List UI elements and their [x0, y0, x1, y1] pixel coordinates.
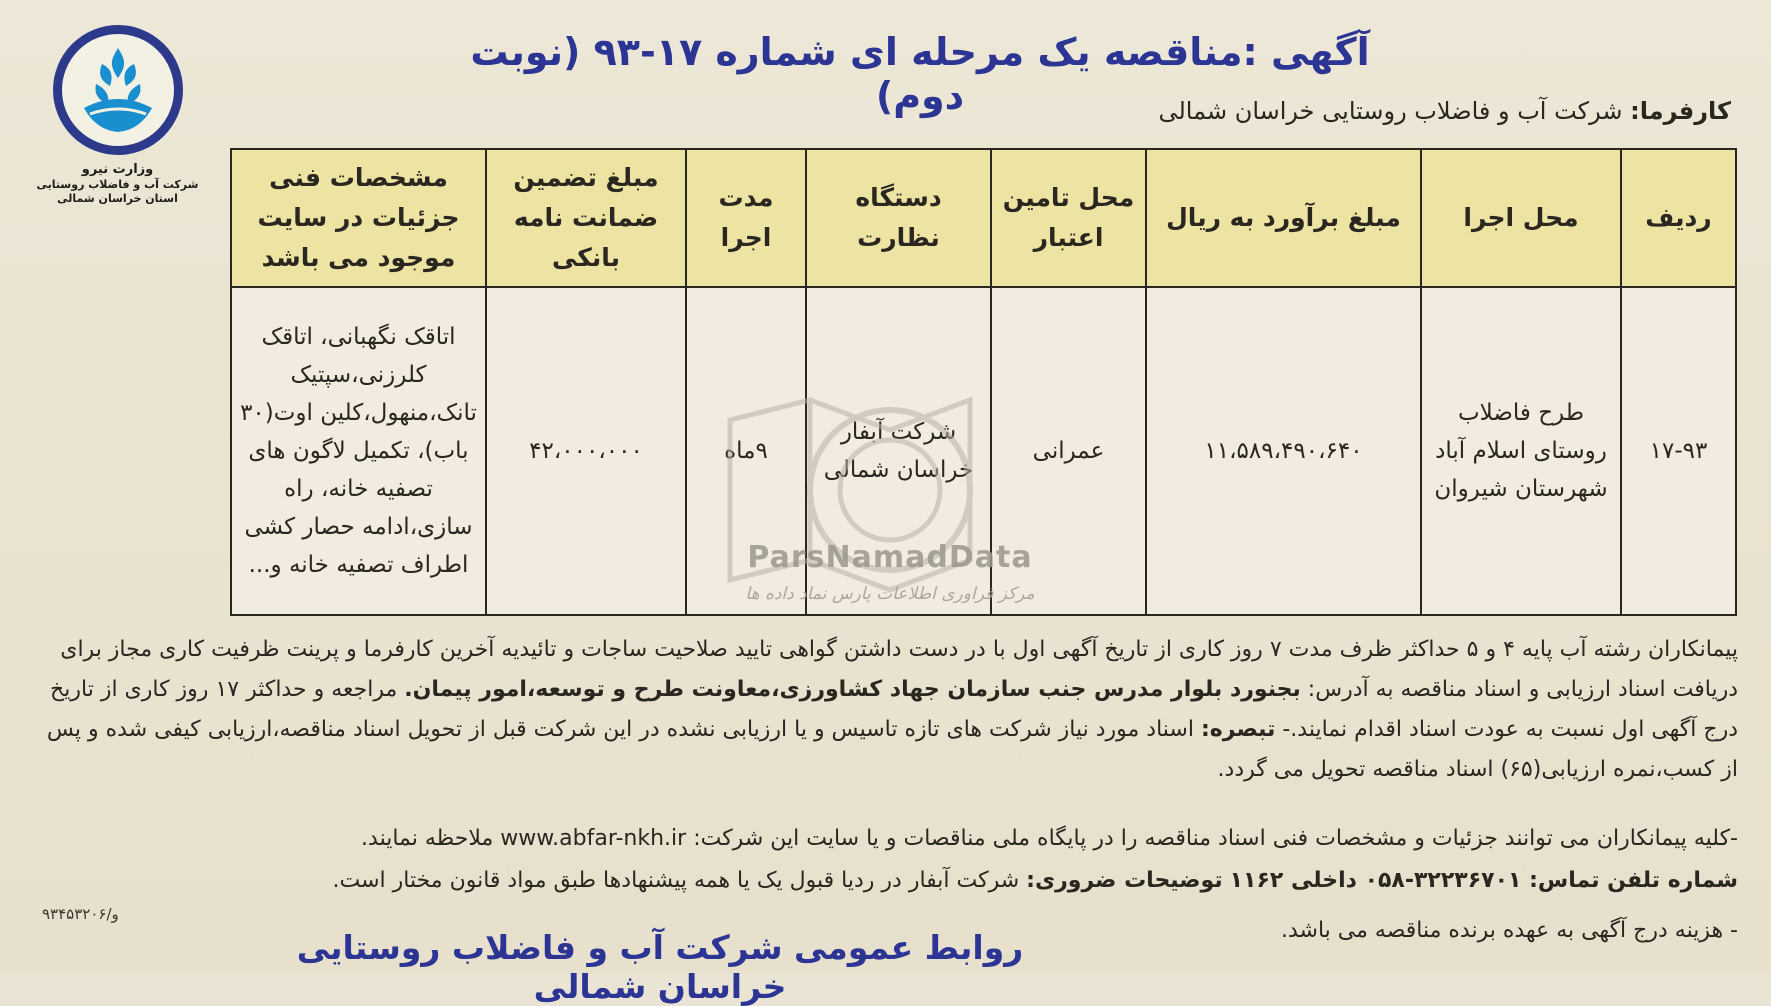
header-amount: مبلغ برآورد به ریال [1146, 149, 1421, 287]
logo-block [30, 25, 205, 235]
watermark-brand: ParsNamadData [747, 540, 1033, 575]
cell-credit: عمرانی [991, 287, 1146, 615]
employer-value: شرکت آب و فاضلاب روستایی خراسان شمالی [1158, 97, 1623, 125]
body-note-label: تبصره: [1200, 717, 1276, 742]
public-relations-signature: روابط عمومی شرکت آب و فاضلاب روستایی خراسان شمالی [296, 928, 1024, 1006]
watermark-caption: مرکز فراوری اطلاعات پارس نماد داده ها [745, 584, 1035, 604]
company-logo-icon [53, 25, 183, 155]
cell-supervisor: شرکت آبفار خراسان شمالی [806, 287, 991, 615]
contact-line [38, 868, 1738, 908]
body-p1-b: مراجعه و حداکثر ۱۷ روز کاری از تاریخ درج آگهی اول نسبت به عودت اسناد اقدام نمایند.- [50, 677, 1738, 742]
employer-label: کارفرما: [1630, 97, 1731, 125]
body-address: بجنورد بلوار مدرس جنب سازمان جهاد کشاورزی،معاونت طرح و توسعه،امور پیمان. [404, 677, 1301, 702]
ministry-name: وزارت نیرو [81, 162, 154, 177]
cell-duration: ۹ماه [686, 287, 806, 615]
header-place: محل اجرا [1421, 149, 1621, 287]
cell-row-number: ۱۷-۹۳ [1621, 287, 1736, 615]
logo-company-line2: استان خراسان شمالی [57, 192, 178, 205]
cell-place: طرح فاضلاب روستای اسلام آباد شهرستان شیروان [1421, 287, 1621, 615]
table-header-row [231, 149, 1736, 287]
header-spec: مشخصات فنی جزئیات در سایت موجود می باشد [231, 149, 486, 287]
cell-amount: ۱۱،۵۸۹،۴۹۰،۶۴۰ [1146, 287, 1421, 615]
website-note: -کلیه پیمانکاران می توانند جزئیات و مشخصات فنی اسناد مناقصه را در پایگاه ملی مناقصات و یا سایت این شرکت: www.abfar-nkh.ir ملاحظه نمایند. [361, 826, 1738, 851]
body-p1-c: اسناد مورد نیاز شرکت های تازه تاسیس و یا ارزیابی نشده در این شرکت قبل از تحویل اسناد مناقصه،ارزیابی کیفی شده و پس از کسب،نمره ارزیابی(۶۵) اسناد مناقصه تحویل می گردد. [46, 717, 1738, 782]
cost-note: - هزینه درج آگهی به عهده برنده مناقصه می باشد. [1280, 918, 1738, 943]
ad-code: ۹۳۴۵۳۲۰۶/و [42, 905, 119, 923]
ad-body-paragraph [38, 630, 1738, 820]
header-row-number: ردیف [1621, 149, 1736, 287]
header-guarantee: مبلغ تضمین ضمانت نامه بانکی [486, 149, 686, 287]
phone-label: شماره تلفن تماس: ۳۲۲۳۶۷۰۱-۰۵۸ داخلی ۱۱۶۲ [1229, 868, 1738, 893]
notes-text: شرکت آبفار در ردیا قبول یک یا همه پیشنهادها طبق مواد قانون مختار است. [332, 868, 1020, 893]
header-credit: محل تامین اعتبار [991, 149, 1146, 287]
header-duration: مدت اجرا [686, 149, 806, 287]
employer-line [831, 97, 1731, 135]
logo-company-line1: شرکت آب و فاضلاب روستایی [36, 178, 199, 191]
body-p1-a: پیمانکاران رشته آب پایه ۴ و ۵ حداکثر ظرف مدت ۷ روز کاری از تاریخ آگهی اول با در دست داشتن گواهی تایید صلاحیت ساجات و تائیدیه آخرین کارفرما و پرینت ظرفیت کاری مجاز برای دریافت اسناد ارزیابی و اسناد مناقصه به آدرس: [60, 637, 1738, 702]
cell-spec: اتاقک نگهبانی، اتاقک کلرزنی،سپتیک تانک،منهول،کلین اوت(۳۰ باب)، تکمیل لاگون های تصفیه خانه، راه سازی،ادامه حصار کشی اطراف تصفیه خانه و... [231, 287, 486, 615]
notes-label: توضیحات ضروری: [1026, 868, 1223, 893]
ad-title: آگهی :مناقصه یک مرحله ای شماره ۱۷-۹۳ (نوبت دوم) [470, 30, 1370, 118]
header-supervisor: دستگاه نظارت [806, 149, 991, 287]
cell-guarantee: ۴۲،۰۰۰،۰۰۰ [486, 287, 686, 615]
